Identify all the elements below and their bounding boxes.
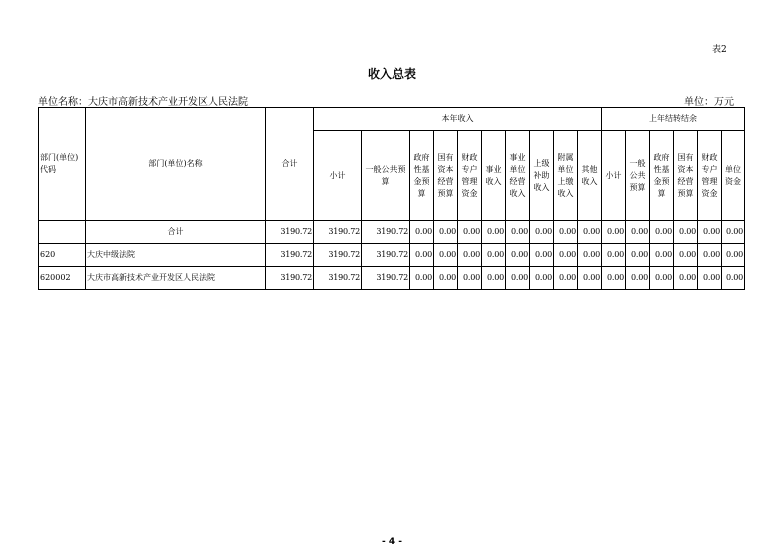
row-value: 0.00 xyxy=(602,221,626,244)
header-current-col: 上级补助收入 xyxy=(530,131,554,221)
header-current-col: 政府性基金预算 xyxy=(410,131,434,221)
row-value: 0.00 xyxy=(458,244,482,267)
row-value: 0.00 xyxy=(410,244,434,267)
header-current-col: 其他收入 xyxy=(578,131,602,221)
header-prev-col: 小计 xyxy=(602,131,626,221)
row-value: 3190.72 xyxy=(266,221,314,244)
row-value: 0.00 xyxy=(626,267,650,290)
header-prev-col: 单位资金 xyxy=(722,131,745,221)
row-value: 0.00 xyxy=(722,221,745,244)
header-current-col: 小计 xyxy=(314,131,362,221)
header-current-col: 财政专户管理资金 xyxy=(458,131,482,221)
row-value: 0.00 xyxy=(506,267,530,290)
row-value: 0.00 xyxy=(554,267,578,290)
header-current-year: 本年收入 xyxy=(314,108,602,131)
row-value: 0.00 xyxy=(674,244,698,267)
row-value: 0.00 xyxy=(722,267,745,290)
header-current-col: 事业单位经营收入 xyxy=(506,131,530,221)
income-summary-table xyxy=(38,107,745,290)
header-dept-code: 部门(单位)代码 xyxy=(39,108,86,221)
header-current-col: 事业收入 xyxy=(482,131,506,221)
header-prev-col: 一般公共预算 xyxy=(626,131,650,221)
header-total: 合计 xyxy=(266,108,314,221)
row-value: 0.00 xyxy=(434,221,458,244)
row-name: 大庆市高新技术产业开发区人民法院 xyxy=(86,267,266,290)
row-value: 0.00 xyxy=(434,267,458,290)
row-value: 0.00 xyxy=(698,221,722,244)
row-value: 0.00 xyxy=(482,244,506,267)
header-prev-col: 国有资本经营预算 xyxy=(674,131,698,221)
row-value: 0.00 xyxy=(626,244,650,267)
row-value: 0.00 xyxy=(698,244,722,267)
page-title: 收入总表 xyxy=(367,67,416,81)
row-value: 3190.72 xyxy=(314,267,362,290)
row-value: 0.00 xyxy=(434,244,458,267)
row-value: 0.00 xyxy=(626,221,650,244)
unit-measure: 单位：万元 xyxy=(684,97,734,108)
row-value: 3190.72 xyxy=(362,244,410,267)
header-current-col: 一般公共预算 xyxy=(362,131,410,221)
row-value: 0.00 xyxy=(650,244,674,267)
row-value: 0.00 xyxy=(722,244,745,267)
row-value: 0.00 xyxy=(410,267,434,290)
header-row-1 xyxy=(39,108,745,131)
row-value: 3190.72 xyxy=(266,267,314,290)
row-name: 大庆中级法院 xyxy=(86,244,266,267)
row-value: 0.00 xyxy=(458,267,482,290)
row-value: 0.00 xyxy=(602,267,626,290)
table-row xyxy=(39,221,745,244)
row-value: 3190.72 xyxy=(362,221,410,244)
row-value: 0.00 xyxy=(578,244,602,267)
row-value: 0.00 xyxy=(674,221,698,244)
row-value: 0.00 xyxy=(650,221,674,244)
table-body xyxy=(39,221,745,290)
row-value: 0.00 xyxy=(410,221,434,244)
row-value: 0.00 xyxy=(554,221,578,244)
row-value: 0.00 xyxy=(602,244,626,267)
table-row xyxy=(39,244,745,267)
row-value: 3190.72 xyxy=(314,221,362,244)
row-value: 0.00 xyxy=(530,221,554,244)
row-value: 0.00 xyxy=(530,244,554,267)
row-value: 0.00 xyxy=(578,267,602,290)
header-current-col: 国有资本经营预算 xyxy=(434,131,458,221)
row-value: 0.00 xyxy=(578,221,602,244)
row-value: 0.00 xyxy=(554,244,578,267)
row-value: 0.00 xyxy=(698,267,722,290)
row-code: 620002 xyxy=(39,267,86,290)
row-value: 0.00 xyxy=(458,221,482,244)
header-dept-name: 部门(单位)名称 xyxy=(86,108,266,221)
row-value: 0.00 xyxy=(650,267,674,290)
row-value: 3190.72 xyxy=(266,244,314,267)
header-current-col: 附属单位上缴收入 xyxy=(554,131,578,221)
row-value: 0.00 xyxy=(482,221,506,244)
row-value: 3190.72 xyxy=(314,244,362,267)
row-value: 0.00 xyxy=(530,267,554,290)
row-code: 620 xyxy=(39,244,86,267)
row-value: 0.00 xyxy=(506,244,530,267)
row-value: 0.00 xyxy=(674,267,698,290)
row-value: 0.00 xyxy=(506,221,530,244)
header-prev-col: 政府性基金预算 xyxy=(650,131,674,221)
row-name: 合计 xyxy=(86,221,266,244)
header-prev-col: 财政专户管理资金 xyxy=(698,131,722,221)
page-number: - 4 - xyxy=(382,537,402,547)
row-code xyxy=(39,221,86,244)
table-number: 表2 xyxy=(712,45,727,55)
header-prev-year: 上年结转结余 xyxy=(602,108,745,131)
table-row xyxy=(39,267,745,290)
unit-name: 单位名称：大庆市高新技术产业开发区人民法院 xyxy=(38,97,248,108)
row-value: 3190.72 xyxy=(362,267,410,290)
row-value: 0.00 xyxy=(482,267,506,290)
